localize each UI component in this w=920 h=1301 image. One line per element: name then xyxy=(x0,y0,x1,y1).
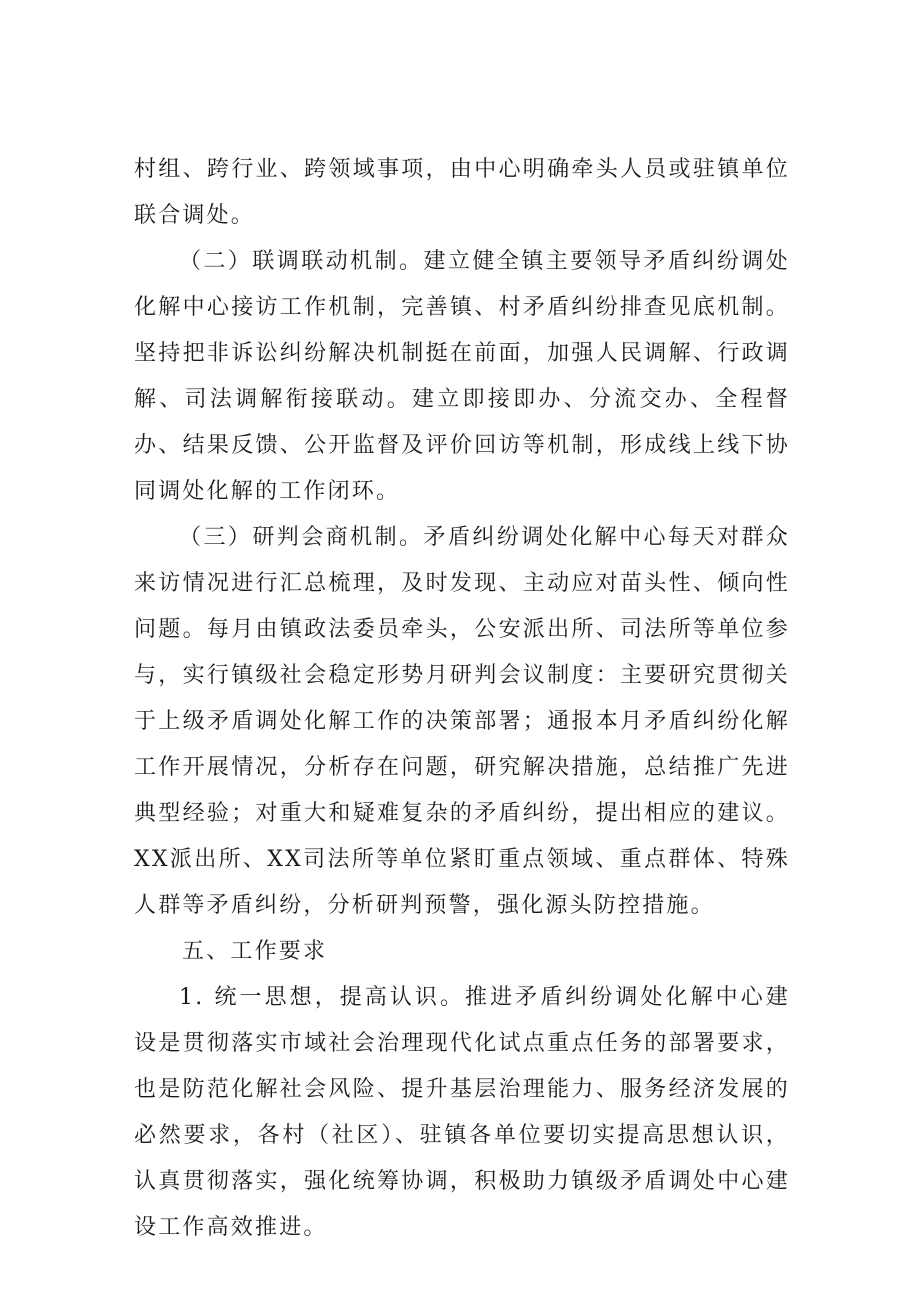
paragraph-consultation-mechanism: （三）研判会商机制。矛盾纠纷调处化解中心每天对群众来访情况进行汇总梳理，及时发现、主动应对苗头性、倾向性问题。每月由镇政法委员牵头，公安派出所、司法所等单位参与，实行镇级社会稳定形势月研判会议制度：主要研究贯彻关于上级矛盾调处化解工作的决策部署；通报本月矛盾纠纷化解工作开展情况，分析存在问题，研究解决措施，总结推广先进典型经验；对重大和疑难复杂的矛盾纠纷，提出相应的建议。XX派出所、XX司法所等单位紧盯重点领域、重点群体、特殊人群等矛盾纠纷，分析研判预警，强化源头防控措施。 xyxy=(134,525,790,918)
document-body xyxy=(134,147,790,1251)
paragraph-continuation: 村组、跨行业、跨领域事项，由中心明确牵头人员或驻镇单位联合调处。 xyxy=(134,157,790,228)
paragraph-unify-thinking: 1. 统一思想，提高认识。推进矛盾纠纷调处化解中心建设是贯彻落实市域社会治理现代化试点重点任务的部署要求，也是防范化解社会风险、提升基层治理能力、服务经济发展的必然要求，各村（社区）、驻镇各单位要切实提高思想认识，认真贯彻落实，强化统筹协调，积极助力镇级矛盾调处中心建设工作高效推进。 xyxy=(134,985,790,1240)
paragraph-joint-mediation-mechanism: （二）联调联动机制。建立健全镇主要领导矛盾纠纷调处化解中心接访工作机制，完善镇、村矛盾纠纷排查见底机制。坚持把非诉讼纠纷解决机制挺在前面，加强人民调解、行政调解、司法调解衔接联动。建立即接即办、分流交办、全程督办、结果反馈、公开监督及评价回访等机制，形成线上线下协同调处化解的工作闭环。 xyxy=(134,249,790,504)
section-heading-work-requirements: 五、工作要求 xyxy=(182,939,328,964)
